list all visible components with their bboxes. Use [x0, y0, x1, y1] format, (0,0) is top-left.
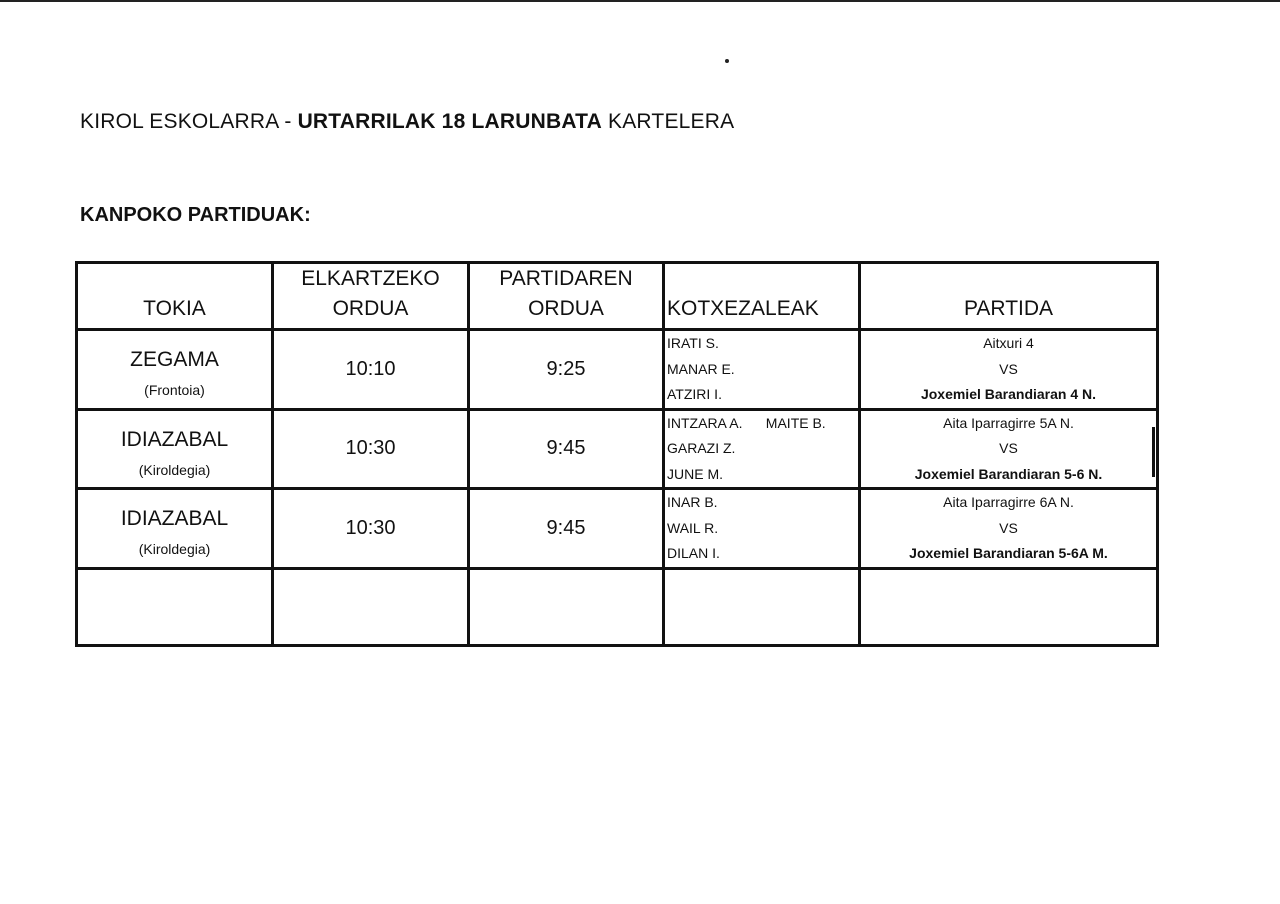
header-line1: PARTIDAREN: [499, 267, 633, 290]
header-line2: ORDUA: [528, 297, 604, 320]
header-match-time: [469, 263, 664, 330]
title-date: URTARRILAK 18 LARUNBATA: [297, 110, 602, 133]
driver-name: INAR B.: [667, 494, 718, 510]
home-team: Aita Iparragirre 6A N.: [943, 494, 1074, 510]
place-cell: [77, 409, 273, 489]
empty-cell: [273, 568, 469, 645]
driver-name: WAIL R.: [667, 519, 719, 536]
header-line2: ORDUA: [332, 297, 409, 320]
place-name: IDIAZABAL: [120, 507, 229, 531]
venue-name: (Frontoia): [144, 382, 205, 399]
table-row: [77, 489, 1158, 569]
driver-name: DILAN I.: [667, 545, 720, 561]
header-meet-time: [273, 263, 469, 330]
vs-label: VS: [999, 519, 1018, 536]
place-cell: [77, 489, 273, 569]
header-line2: PARTIDA: [963, 297, 1054, 320]
header-drivers: [664, 263, 860, 330]
match-cell: [860, 489, 1158, 569]
title-suffix: KARTELERA: [601, 110, 735, 133]
table-row-empty: [77, 568, 1158, 645]
match-cell: [860, 330, 1158, 410]
scan-speck: [725, 59, 729, 63]
match-time: 9:45: [469, 409, 664, 489]
schedule-table: [75, 261, 1159, 647]
drivers-cell: [664, 330, 860, 410]
drivers-cell: [664, 409, 860, 489]
header-line2: KOTXEZALEAK: [667, 297, 819, 320]
match-time: 9:45: [469, 489, 664, 569]
meet-time: 10:30: [273, 489, 469, 569]
empty-cell: [469, 568, 664, 645]
place-cell: [77, 330, 273, 410]
venue-name: (Kiroldegia): [138, 541, 211, 558]
header-match: [860, 263, 1158, 330]
home-team: Aita Iparragirre 5A N.: [943, 414, 1074, 431]
table-row: [77, 409, 1158, 489]
vs-label: VS: [999, 440, 1018, 456]
scan-border-mark: [1152, 427, 1155, 477]
home-team: Aitxuri 4: [983, 335, 1034, 351]
drivers-cell: [664, 489, 860, 569]
meet-time: 10:30: [273, 409, 469, 489]
place-name: ZEGAMA: [130, 348, 219, 372]
venue-name: (Kiroldegia): [138, 461, 211, 478]
table-header-row: [77, 263, 1158, 330]
match-cell: [860, 409, 1158, 489]
driver-name: MANAR E.: [667, 360, 735, 377]
driver-name: GARAZI Z.: [667, 440, 736, 456]
section-heading: KANPOKO PARTIDUAK:: [80, 204, 311, 226]
away-team: Joxemiel Barandiaran 5-6A M.: [909, 545, 1108, 561]
schedule-table-container: [75, 261, 1156, 637]
page-title: [80, 110, 734, 134]
driver-name: INTZARA A. MAITE B.: [667, 414, 826, 431]
empty-cell: [77, 568, 273, 645]
empty-cell: [664, 568, 860, 645]
title-prefix: KIROL ESKOLARRA -: [80, 110, 298, 133]
meet-time: 10:10: [273, 330, 469, 410]
driver-name: IRATI S.: [667, 335, 719, 351]
table-row: [77, 330, 1158, 410]
away-team: Joxemiel Barandiaran 5-6 N.: [914, 465, 1103, 482]
header-line2: TOKIA: [143, 297, 206, 320]
vs-label: VS: [999, 360, 1018, 377]
header-place: [77, 263, 273, 330]
driver-name: JUNE M.: [667, 465, 723, 482]
away-team: Joxemiel Barandiaran 4 N.: [920, 386, 1097, 402]
place-name: IDIAZABAL: [120, 427, 229, 451]
match-time: 9:25: [469, 330, 664, 410]
empty-cell: [860, 568, 1158, 645]
driver-name: ATZIRI I.: [667, 386, 722, 402]
header-line1: ELKARTZEKO: [301, 267, 440, 290]
scan-top-border: [0, 0, 1280, 2]
